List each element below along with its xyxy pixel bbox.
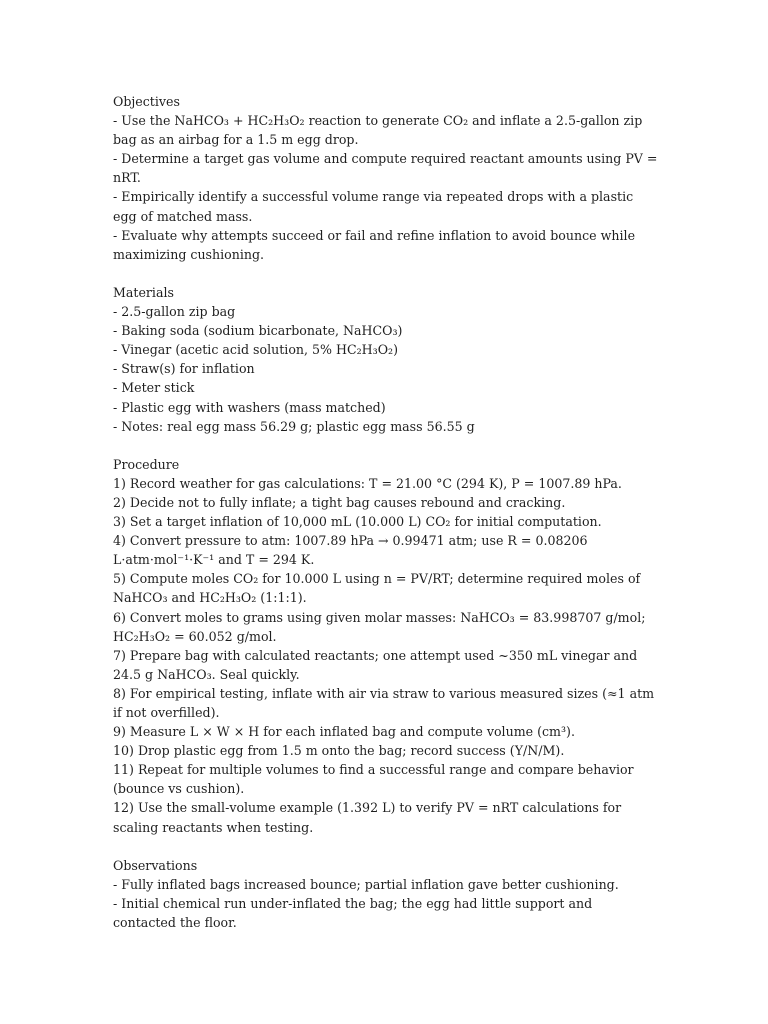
procedure-step: 9) Measure L × W × H for each inflated bag and compute volume (cm³). (113, 724, 575, 740)
procedure-step: 5) Compute moles CO₂ for 10.000 L using n = PV/RT; determine required moles of NaHCO₃ and HC₂H₃O₂ (1:1:1). (113, 571, 641, 606)
procedure-step: 1) Record weather for gas calculations: T = 21.00 °C (294 K), P = 1007.89 hPa. (113, 475, 622, 491)
procedure-step: 4) Convert pressure to atm: 1007.89 hPa → 0.99471 atm; use R = 0.08206 L·atm·mol⁻¹·K⁻¹ and T = 294 K. (113, 533, 588, 568)
objectives-section (113, 92, 658, 264)
procedure-step: 8) For empirical testing, inflate with air via straw to various measured sizes (≈1 atm if not overfilled). (113, 685, 655, 720)
list-item: - Evaluate why attempts succeed or fail and refine inflation to avoid bounce while maximizing cushioning. (113, 227, 636, 262)
list-item: - Initial chemical run under-inflated the bag; the egg had little support and contacted the floor. (113, 895, 593, 931)
procedure-step: 12) Use the small-volume example (1.392 L) to verify PV = nRT calculations for scaling reactants when testing. (113, 800, 622, 835)
list-item: - Straw(s) for inflation (113, 361, 255, 377)
list-item: - Notes: real egg mass 56.29 g; plastic egg mass 56.55 g (113, 418, 475, 434)
list-item: - Fully inflated bags increased bounce; partial inflation gave better cushioning. (113, 876, 619, 892)
list-item: - Vinegar (acetic acid solution, 5% HC₂H₃O₂) (113, 342, 398, 358)
section-heading: Materials (113, 284, 174, 300)
procedure-step: 7) Prepare bag with calculated reactants; one attempt used ~350 mL vinegar and 24.5 g NaHCO₃. Seal quickly. (113, 647, 638, 682)
list-item: - Baking soda (sodium bicarbonate, NaHCO₃) (113, 323, 403, 339)
procedure-step: 10) Drop plastic egg from 1.5 m onto the bag; record success (Y/N/M). (113, 743, 565, 759)
procedure-step: 11) Repeat for multiple volumes to find a successful range and compare behavior (bounce vs cushion). (113, 762, 634, 797)
observations-section (113, 856, 658, 932)
procedure-step: 3) Set a target inflation of 10,000 mL (10.000 L) CO₂ for initial computation. (113, 514, 602, 530)
section-heading: Objectives (113, 94, 180, 109)
document-page (113, 92, 658, 932)
list-item: - Determine a target gas volume and compute required reactant amounts using PV = nRT. (113, 151, 658, 186)
list-item: - Meter stick (113, 380, 195, 396)
list-item: - 2.5-gallon zip bag (113, 304, 236, 320)
procedure-step: 2) Decide not to fully inflate; a tight bag causes rebound and cracking. (113, 494, 566, 510)
list-item: - Empirically identify a successful volume range via repeated drops with a plastic egg of matched mass. (113, 189, 634, 224)
section-heading: Procedure (113, 456, 180, 472)
procedure-section (113, 455, 658, 837)
list-item: - Use the NaHCO₃ + HC₂H₃O₂ reaction to generate CO₂ and inflate a 2.5-gallon zip bag as an airbag for a 1.5 m egg drop. (113, 113, 643, 148)
procedure-step: 6) Convert moles to grams using given molar masses: NaHCO₃ = 83.998707 g/mol; HC₂H₃O₂ = 60.052 g/mol. (113, 609, 646, 644)
materials-section (113, 283, 658, 436)
list-item: - Plastic egg with washers (mass matched) (113, 399, 386, 415)
section-heading: Observations (113, 857, 198, 873)
